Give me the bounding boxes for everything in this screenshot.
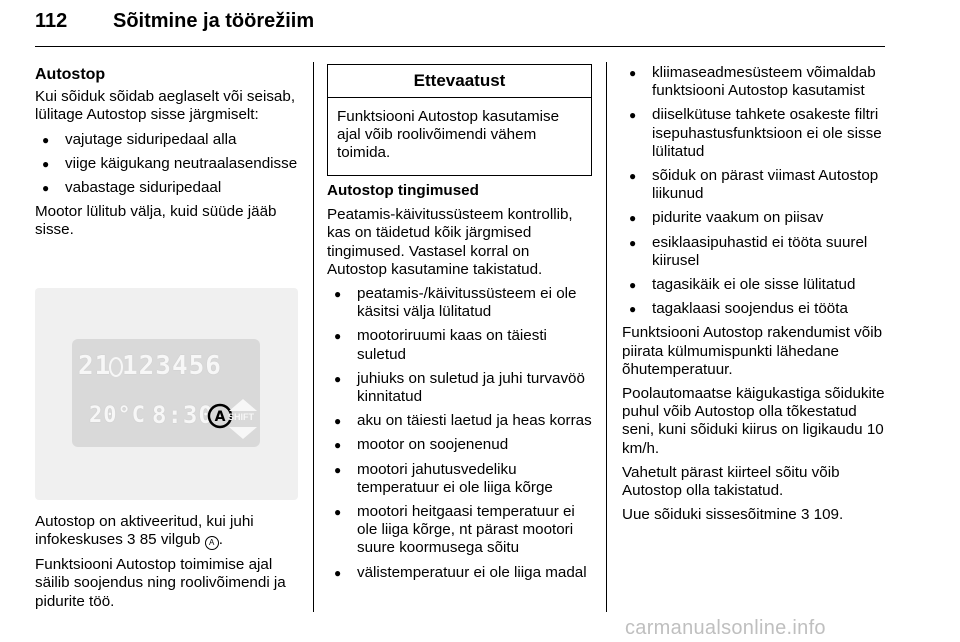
caution-text: Funktsiooni Autostop kasutamise ajal võib roolivõimendi vähem toimida. — [337, 108, 560, 162]
svg-text:A: A — [214, 409, 226, 425]
conditions-list — [327, 285, 592, 582]
list-item: ● esiklaasipuhastid ei tööta suurel kiirusel — [622, 234, 887, 270]
page-number: 112 — [35, 10, 68, 32]
list-item: ● aku on täiesti laetud ja heas korras — [327, 412, 592, 430]
column-divider — [313, 62, 314, 612]
list-item: ● tagasikäik ei ole sisse lülitatud — [622, 276, 887, 294]
conditions-list-continued — [622, 64, 887, 318]
paragraph: Vahetult pärast kiirteel sõitu võib Autostop olla takistatud. — [622, 463, 840, 500]
column-2 — [327, 182, 592, 588]
list-item: ● mootori heitgaasi temperatuur ei ole liiga kõrge, nt pärast mootori suure koormusega sõitu — [327, 503, 592, 558]
page-header — [35, 8, 885, 46]
temperature-readout: 21 — [78, 351, 112, 381]
paragraph: Funktsiooni Autostop rakendumist võib piirata külmumispunkti lähedane õhutemperatuur. — [622, 324, 883, 378]
autostop-symbol-icon: A — [205, 536, 219, 550]
header-rule — [35, 46, 885, 47]
list-item: ● tagaklaasi soojendus ei tööta — [622, 300, 887, 318]
column-1 — [35, 66, 300, 246]
list-item: ● pidurite vaakum on piisav — [622, 209, 887, 227]
list-item: ● välistemperatuur ei ole liiga madal — [327, 564, 592, 582]
driver-info-display — [72, 339, 260, 447]
list-item: ● sõiduk on pärast viimast Autostop liikunud — [622, 167, 887, 203]
watermark: carmanualsonline.info — [625, 617, 826, 639]
bulb-icon — [109, 357, 123, 377]
figure-caption: Autostop on aktiveeritud, kui juhi infokeskuses 3 85 vilgub A . — [35, 513, 254, 549]
shift-label: SHIFT — [228, 412, 254, 422]
chapter-title: Sõitmine ja töörežiim — [113, 10, 315, 32]
list-item: ● juhiuks on suletud ja juhi turvavöö kinnitatud — [327, 370, 592, 406]
conditions-intro: Peatamis-käivitussüsteem kontrollib, kas on täidetud kõik järgmised tingimused. Vastasel korral on Autostop kasutamine takistatud. — [327, 206, 573, 278]
column-divider — [606, 62, 607, 612]
conditions-heading: Autostop tingimused — [327, 182, 479, 199]
list-item: ● peatamis-/käivitussüsteem ei ole käsitsi välja lülitatud — [327, 285, 592, 321]
column-3 — [622, 64, 887, 530]
section-heading: Autostop — [35, 66, 106, 83]
page-reference-icon: 3 — [127, 531, 136, 549]
functionality-note: Funktsiooni Autostop toimimise ajal säilib soojendus ning roolivõimendi ja pidurite töö. — [35, 556, 286, 610]
list-item: ● mootori jahutusvedeliku temperatuur ei ole liiga kõrge — [327, 461, 592, 497]
list-item: ● mootoriruumi kaas on täiesti suletud — [327, 327, 592, 363]
list-item: ● vabastage siduripedaal — [35, 179, 300, 197]
list-item: ● diiselkütuse tahkete osakeste filtri isepuhastusfunktsioon ei ole sisse lülitatud — [622, 106, 887, 161]
outside-temp-readout: 20°C — [89, 403, 146, 428]
clock-readout: 8:30 — [152, 401, 214, 429]
caution-box — [327, 64, 592, 176]
paragraph: Poolautomaatse käigukastiga sõidukite puhul võib Autostop olla tõkestatud seni, kuni sõiduki kiirus on ligikaudu 10 km/h. — [622, 385, 885, 457]
list-item: ● kliimaseadmesüsteem võimaldab funktsiooni Autostop kasutamist — [622, 64, 887, 100]
intro-paragraph: Kui sõiduk sõidab aeglaselt või seisab, lülitage Autostop sisse järgmiselt: — [35, 88, 296, 124]
engine-off-paragraph: Mootor lülitub välja, kuid süüde jääb sisse. — [35, 203, 277, 239]
caution-title: Ettevaatust — [328, 65, 591, 98]
list-item: ● viige käigukang neutraalasendisse — [35, 155, 300, 173]
paragraph: Uue sõiduki sissesõitmine 3 109. — [622, 506, 844, 524]
odometer-readout: 123456 — [122, 351, 222, 381]
autostop-steps-list — [35, 131, 300, 198]
list-item: ● mootor on soojenenud — [327, 436, 592, 454]
dashboard-figure — [35, 288, 298, 500]
page-reference-icon: 3 — [800, 506, 810, 524]
figure-caption-block — [35, 513, 300, 617]
list-item: ● vajutage siduripedaal alla — [35, 131, 300, 149]
shift-indicator — [227, 397, 259, 441]
